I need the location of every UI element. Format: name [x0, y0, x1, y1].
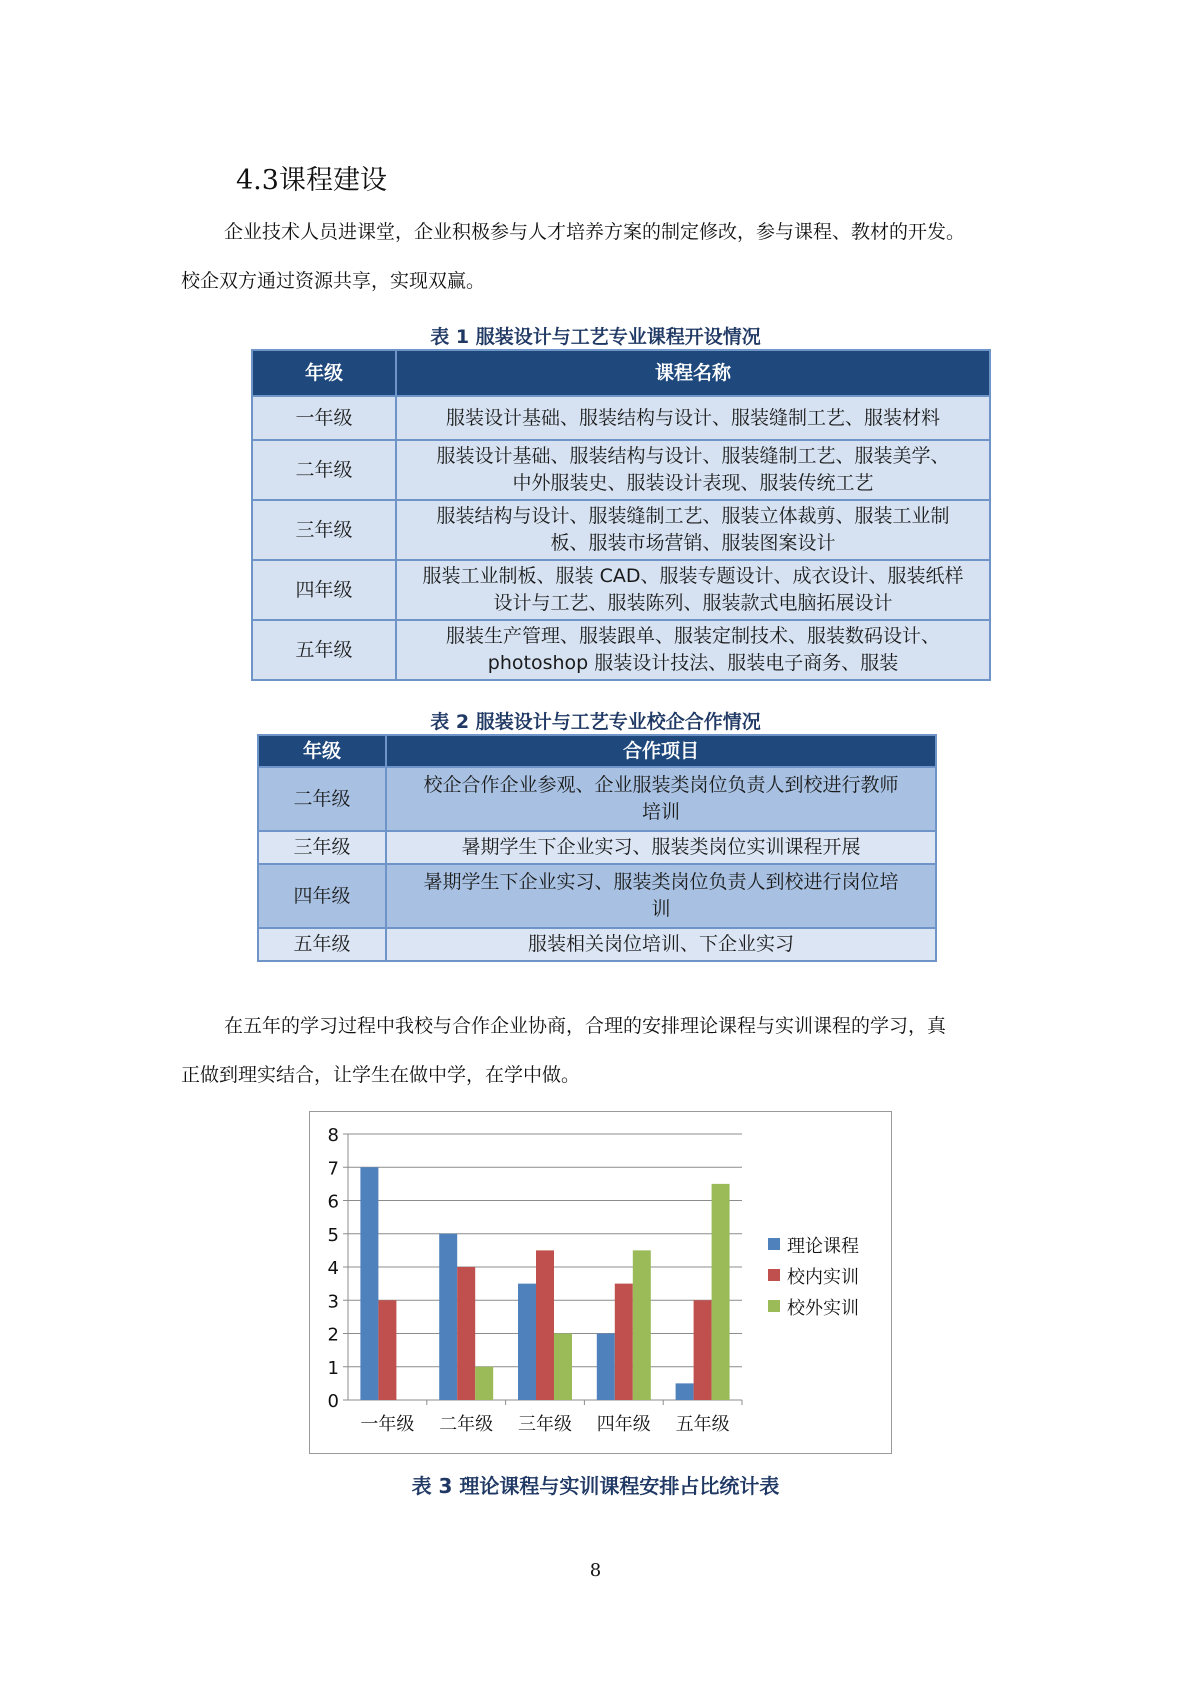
intro-line-2: 校企双方通过资源共享，实现双赢。: [181, 270, 486, 292]
bar-1: [360, 1167, 378, 1400]
x-tick-label: 二年级: [439, 1414, 494, 1435]
course-cell: 服装生产管理、服装跟单、服装定制技术、服装数码设计、 photoshop 服装设计技法、服装电子商务、服装: [396, 620, 990, 680]
bar-chart: [309, 1111, 892, 1454]
bar-1: [676, 1383, 694, 1400]
x-tick-label: 五年级: [675, 1414, 730, 1435]
table-row: [252, 560, 990, 620]
course-cell: 服装设计基础、服装结构与设计、服装缝制工艺、服装材料: [396, 396, 990, 440]
table2-caption: 表 2 服装设计与工艺专业校企合作情况: [430, 711, 761, 733]
grade-cell: 二年级: [258, 767, 386, 831]
table2-header-grade: 年级: [258, 735, 386, 767]
course-cell: 服装工业制板、服装 CAD、服装专题设计、成衣设计、服装纸样 设计与工艺、服装陈列、服装款式电脑拓展设计: [396, 560, 990, 620]
intro-paragraph: [181, 208, 1021, 306]
bar-chart-svg: [310, 1112, 891, 1453]
table1-header-courses: 课程名称: [396, 350, 990, 396]
x-tick-label: 一年级: [360, 1414, 415, 1435]
project-cell: 校企合作企业参观、企业服装类岗位负责人到校进行教师 培训: [386, 767, 936, 831]
legend-swatch: [768, 1300, 780, 1312]
legend-swatch: [768, 1269, 780, 1281]
project-cell: 暑期学生下企业实习、服装类岗位实训课程开展: [386, 831, 936, 864]
grade-cell: 五年级: [252, 620, 396, 680]
intro-line-1: 企业技术人员进课堂，企业积极参与人才培养方案的制定修改，参与课程、教材的开发。: [224, 221, 966, 243]
y-tick-label: 3: [327, 1291, 339, 1313]
section-number: 4.3: [236, 165, 279, 196]
table-row: [252, 500, 990, 560]
summary-line-2: 正做到理实结合，让学生在做中学，在学中做。: [181, 1064, 581, 1086]
grade-cell: 二年级: [252, 440, 396, 500]
project-cell: 服装相关岗位培训、下企业实习: [386, 928, 936, 961]
y-tick-label: 1: [327, 1357, 339, 1379]
table-row: [258, 767, 936, 831]
bar-2: [457, 1267, 475, 1400]
y-tick-label: 4: [327, 1258, 339, 1279]
table-row: [252, 396, 990, 440]
table-row: [252, 620, 990, 680]
bar-2: [694, 1300, 712, 1400]
grade-cell: 一年级: [252, 396, 396, 440]
grade-cell: 三年级: [258, 831, 386, 864]
course-cell: 服装结构与设计、服装缝制工艺、服装立体裁剪、服装工业制 板、服装市场营销、服装图案设计: [396, 500, 990, 560]
y-tick-label: 5: [327, 1224, 339, 1246]
project-cell: 暑期学生下企业实习、服装类岗位负责人到校进行岗位培 训: [386, 864, 936, 928]
table2-header-projects: 合作项目: [386, 735, 936, 767]
bar-3: [554, 1334, 572, 1401]
bar-1: [439, 1234, 457, 1400]
table1-caption: 表 1 服装设计与工艺专业课程开设情况: [430, 326, 761, 348]
y-tick-label: 7: [327, 1158, 339, 1180]
grade-cell: 三年级: [252, 500, 396, 560]
legend-label: 校内实训: [787, 1267, 859, 1288]
legend-label: 理论课程: [787, 1236, 859, 1257]
grade-cell: 四年级: [252, 560, 396, 620]
x-tick-label: 四年级: [596, 1414, 651, 1435]
table-row: [258, 831, 936, 864]
grade-cell: 四年级: [258, 864, 386, 928]
table-row: [258, 864, 936, 928]
grade-cell: 五年级: [258, 928, 386, 961]
page-number: 8: [589, 1560, 602, 1581]
table-row: [258, 928, 936, 961]
bar-1: [597, 1334, 615, 1401]
bar-2: [615, 1284, 633, 1400]
bar-3: [633, 1250, 651, 1400]
legend-label: 校外实训: [787, 1298, 859, 1319]
course-table: [251, 349, 991, 681]
bar-1: [518, 1284, 536, 1400]
bar-2: [536, 1250, 554, 1400]
x-tick-label: 三年级: [518, 1414, 572, 1435]
y-tick-label: 0: [327, 1391, 339, 1412]
summary-line-1: 在五年的学习过程中我校与合作企业协商，合理的安排理论课程与实训课程的学习，真: [224, 1015, 947, 1037]
table1-header-grade: 年级: [252, 350, 396, 396]
cooperation-table: [257, 734, 937, 962]
legend-swatch: [768, 1238, 780, 1250]
table-row: [252, 440, 990, 500]
bar-3: [475, 1367, 493, 1400]
y-tick-label: 8: [327, 1125, 339, 1146]
y-tick-label: 2: [327, 1324, 339, 1346]
summary-paragraph: [181, 1002, 1021, 1100]
bar-2: [378, 1300, 396, 1400]
section-title: 课程建设: [278, 165, 387, 196]
course-cell: 服装设计基础、服装结构与设计、服装缝制工艺、服装美学、 中外服装史、服装设计表现、服装传统工艺: [396, 440, 990, 500]
section-heading: [236, 158, 387, 197]
chart-caption: 表 3 理论课程与实训课程安排占比统计表: [411, 1474, 780, 1498]
y-tick-label: 6: [327, 1191, 339, 1213]
bar-3: [712, 1184, 730, 1400]
